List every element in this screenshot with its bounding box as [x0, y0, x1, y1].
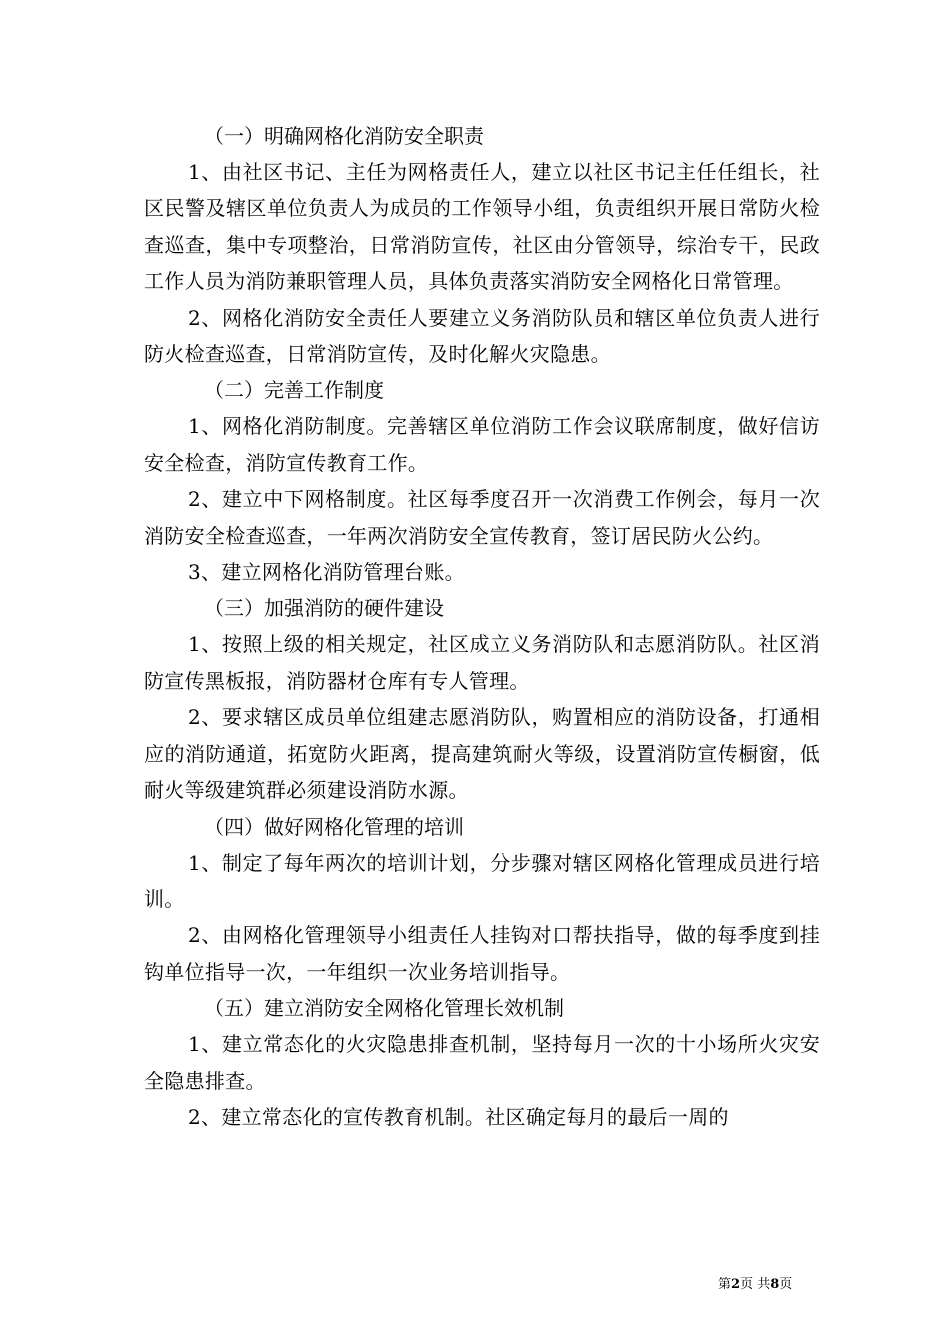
- paragraph: 2、建立中下网格制度。社区每季度召开一次消费工作例会，每月一次消防安全检查巡查，一年两次消防安全宣传教育，签订居民防火公约。: [144, 487, 820, 548]
- paragraph: 2、由网格化管理领导小组责任人挂钩对口帮扶指导，做的每季度到挂钩单位指导一次，一年组织一次业务培训指导。: [144, 923, 820, 984]
- footer-prefix: 第: [718, 1277, 732, 1292]
- section-heading: （一）明确网格化消防安全职责: [204, 124, 484, 148]
- paragraph: 2、建立常态化的宣传教育机制。社区确定每月的最后一周的: [188, 1104, 729, 1129]
- paragraph: 1、制定了每年两次的培训计划，分步骤对辖区网格化管理成员进行培训。: [144, 850, 820, 911]
- section-heading: （二）完善工作制度: [204, 378, 384, 403]
- page-number-footer: [718, 1276, 792, 1294]
- paragraph: 1、网格化消防制度。完善辖区单位消防工作会议联席制度，做好信访安全检查，消防宣传教育工作。: [144, 414, 820, 475]
- paragraph: 2、要求辖区成员单位组建志愿消防队，购置相应的消防设备，打通相应的消防通道，拓宽防火距离，提高建筑耐火等级，设置消防宣传橱窗，低耐火等级建筑群必须建设消防水源。: [144, 705, 820, 803]
- section-heading: （四）做好网格化管理的培训: [204, 814, 464, 839]
- paragraph: 1、建立常态化的火灾隐患排查机制，坚持每月一次的十小场所火灾安全隐患排查。: [144, 1032, 820, 1093]
- section-heading: （五）建立消防安全网格化管理长效机制: [204, 996, 564, 1021]
- paragraph: 1、按照上级的相关规定，社区成立义务消防队和志愿消防队。社区消防宣传黑板报，消防器材仓库有专人管理。: [144, 632, 820, 693]
- section-heading: （三）加强消防的硬件建设: [204, 596, 444, 621]
- footer-middle: 页 共: [740, 1277, 771, 1292]
- current-page-number: 2: [731, 1277, 741, 1292]
- paragraph: 2、网格化消防安全责任人要建立义务消防队员和辖区单位负责人进行防火检查巡查，日常消防宣传，及时化解火灾隐患。: [144, 305, 820, 367]
- paragraph: 3、建立网格化消防管理台账。: [188, 560, 465, 585]
- paragraph: 1、由社区书记、主任为网格责任人，建立以社区书记主任任组长，社区民警及辖区单位负责人为成员的工作领导小组，负责组织开展日常防火检查巡查，集中专项整治，日常消防宣传，社区由分管领导，综治专干，民政工作人员为消防兼职管理人员，具体负责落实消防安全网格化日常管理。: [144, 160, 820, 294]
- document-body: [144, 118, 820, 1135]
- footer-suffix: 页: [779, 1277, 793, 1292]
- total-page-number: 8: [770, 1277, 780, 1292]
